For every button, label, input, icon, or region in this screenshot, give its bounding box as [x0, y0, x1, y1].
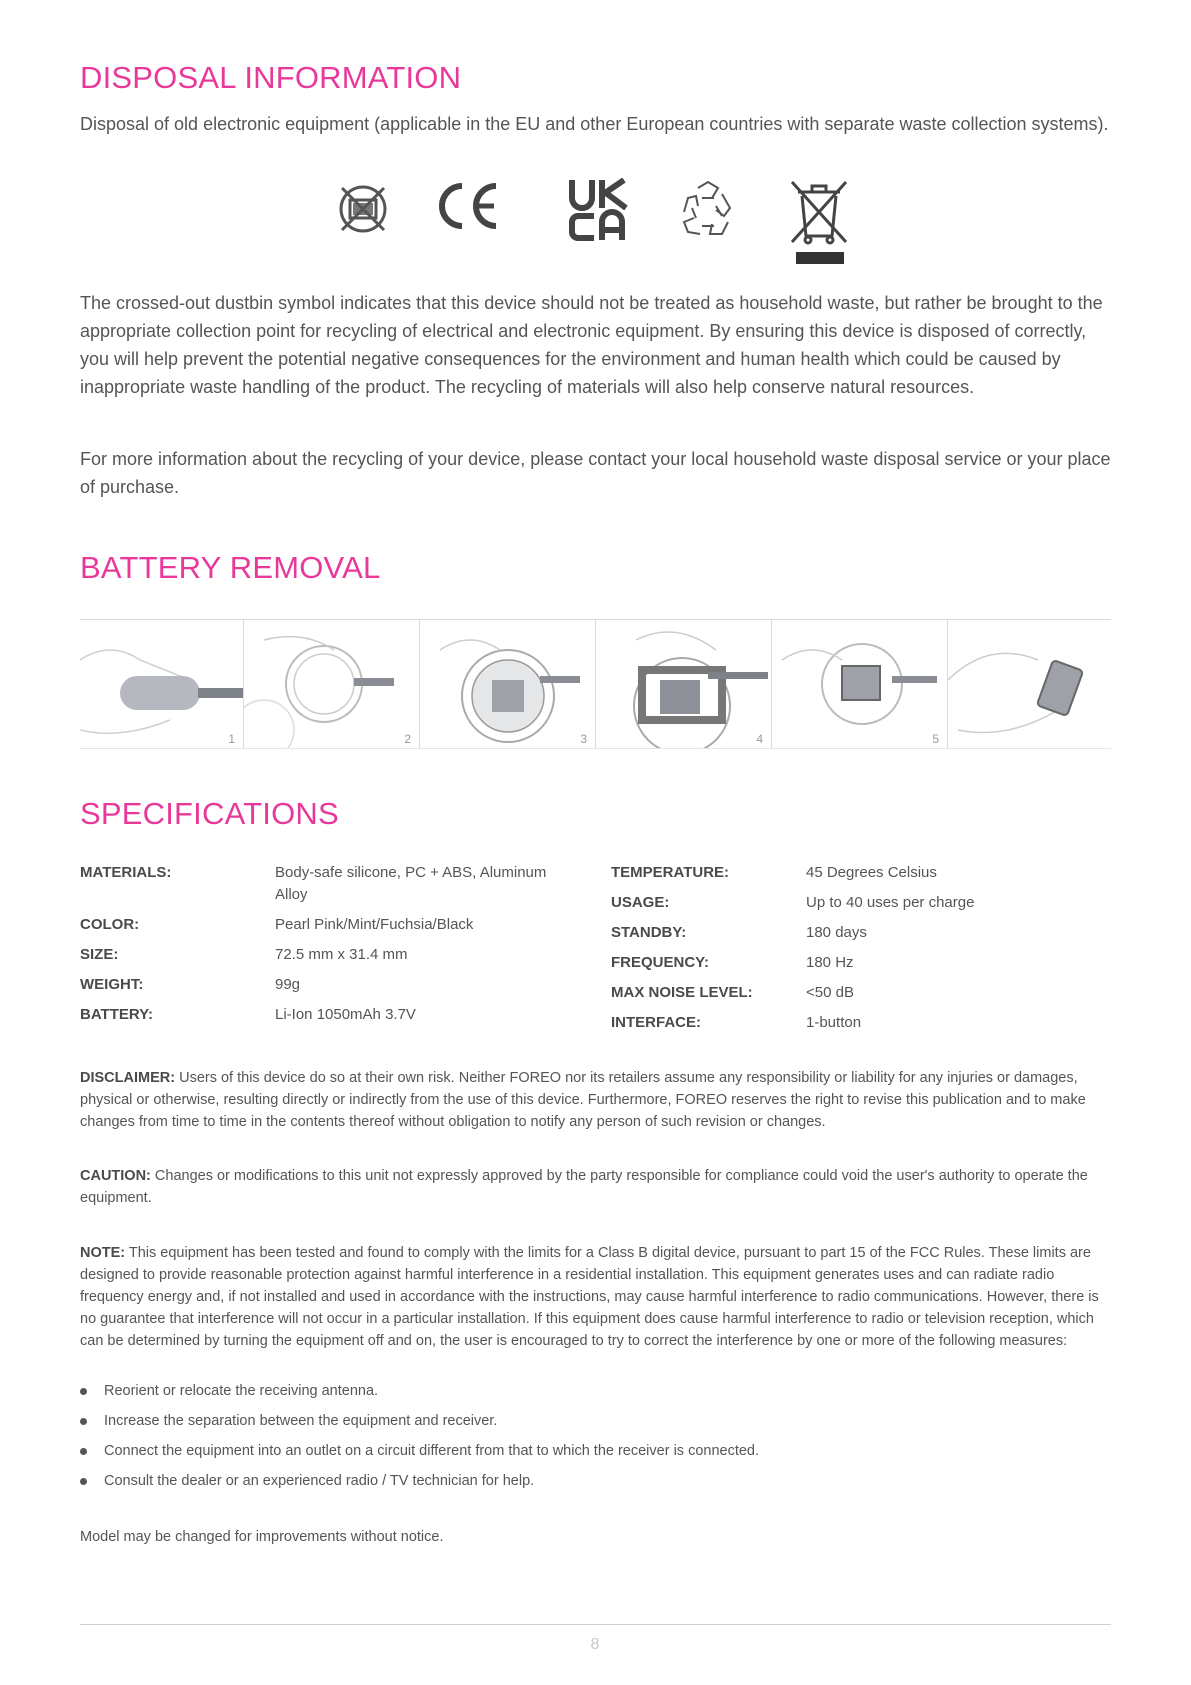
spec-value: Li-Ion 1050mAh 3.7V	[275, 1006, 416, 1023]
spec-value: 1-button	[806, 1014, 862, 1031]
battery-step-6-illustration	[948, 620, 1111, 748]
spec-value: 180 Hz	[806, 954, 854, 971]
prying-battery-illustration	[596, 620, 771, 748]
opening-device-illustration	[244, 620, 419, 748]
ukca-mark-icon	[568, 178, 630, 242]
compliance-icons	[80, 178, 1111, 278]
spec-key: WEIGHT:	[80, 976, 144, 993]
spec-value: Body-safe silicone, PC + ABS, Aluminum Alloy	[275, 864, 547, 903]
model-note: Model may be changed for improvements without notice.	[80, 1529, 444, 1545]
spec-value: <50 dB	[806, 984, 854, 1001]
disclaimer-text: Users of this device do so at their own risk. Neither FOREO nor its retailers assume any responsibility or liability for any injuries or damages, physical or otherwise, resulting directly or indirectly from the use of this device. Furthermore, FOREO reserves the right to revise this publication and to make changes from time to time in the contents thereof without obligation to notify any person of such revision or changes.	[80, 1070, 1086, 1130]
spec-key: MAX NOISE LEVEL:	[611, 984, 753, 1001]
spec-value: 72.5 mm x 31.4 mm	[275, 946, 408, 963]
spec-key: TEMPERATURE:	[611, 864, 730, 881]
spec-value: 99g	[275, 976, 301, 993]
note-label: NOTE:	[80, 1245, 126, 1261]
no-battery-icon	[336, 178, 390, 240]
spec-value: 45 Degrees Celsius	[806, 864, 937, 881]
spec-key: SIZE:	[80, 946, 119, 963]
note-paragraph	[80, 1242, 1111, 1352]
spec-key: STANDBY:	[611, 924, 687, 941]
battery-step-5-illustration	[772, 620, 948, 748]
step-number: 3	[580, 732, 587, 746]
battery-removal-title: BATTERY REMOVAL	[80, 550, 381, 585]
bullet-icon	[80, 1478, 87, 1485]
disposal-paragraph-2: For more information about the recycling of your device, please contact your local household waste disposal service or your place of purchase.	[80, 449, 1111, 497]
disposal-title: DISPOSAL INFORMATION	[80, 60, 462, 95]
caution-text: Changes or modifications to this unit not expressly approved by the party responsible for compliance could void the user's authority to operate the equipment.	[80, 1168, 1088, 1206]
device-in-hand-illustration	[80, 620, 243, 748]
disclaimer-paragraph	[80, 1067, 1111, 1133]
spec-key: FREQUENCY:	[611, 954, 710, 971]
battery-removal-illustrations	[80, 619, 1111, 749]
spec-key: INTERFACE:	[611, 1014, 701, 1031]
caution-paragraph	[80, 1165, 1111, 1209]
spec-key: USAGE:	[611, 894, 670, 911]
specifications-title: SPECIFICATIONS	[80, 796, 339, 831]
disposal-paragraph-1: The crossed-out dustbin symbol indicates that this device should not be treated as household waste, but rather be brought to the appropriate collection point for recycling of electrical and electronic equipment. By ensuring this device is disposed of correctly, you will help prevent the potential negative consequences for the environment and human health which could be caused by inappropriate waste handling of the product. The recycling of materials will also help conserve natural resources.	[80, 293, 1103, 397]
bullet-icon	[80, 1418, 87, 1425]
step-number: 4	[756, 732, 763, 746]
step-number: 5	[932, 732, 939, 746]
spec-value: Up to 40 uses per charge	[806, 894, 975, 911]
specs-left-column	[80, 862, 600, 1032]
bullet-icon	[80, 1388, 87, 1395]
page-number: 8	[590, 1636, 600, 1653]
crossed-bin-icon	[788, 178, 850, 268]
footer-divider	[80, 1624, 1111, 1625]
battery-step-2-illustration	[244, 620, 420, 748]
spec-key: MATERIALS:	[80, 864, 172, 881]
step-number: 1	[228, 732, 235, 746]
disclaimer-label: DISCLAIMER:	[80, 1070, 176, 1086]
battery-step-1-illustration	[80, 620, 244, 748]
spec-key: COLOR:	[80, 916, 140, 933]
spec-value: Pearl Pink/Mint/Fuchsia/Black	[275, 916, 474, 933]
spec-value: 180 days	[806, 924, 867, 941]
circuit-board-illustration	[420, 620, 595, 748]
note-text: This equipment has been tested and found to comply with the limits for a Class B digital device, pursuant to part 15 of the FCC Rules. These limits are designed to provide reasonable protection against harmful interference in a residential installation. This equipment generates uses and can radiate radio frequency energy and, if not installed and used in accordance with the instructions, may cause harmful interference to radio communications. However, there is no guarantee that interference will not occur in a particular installation. If this equipment does cause harmful interference to radio or television reception, which can be determined by turning the equipment off and on, the user is encouraged to try to correct the interference by one or more of the following measures:	[80, 1245, 1099, 1349]
specs-right-column	[611, 862, 1111, 1042]
disposal-intro: Disposal of old electronic equipment (applicable in the EU and other European countries with separate waste collection systems).	[80, 114, 1109, 134]
caution-label: CAUTION:	[80, 1168, 151, 1184]
battery-step-4-illustration	[596, 620, 772, 748]
spec-key: BATTERY:	[80, 1006, 154, 1023]
recycle-icon	[676, 178, 740, 242]
battery-step-3-illustration	[420, 620, 596, 748]
removing-battery-illustration	[772, 620, 947, 748]
step-number: 2	[404, 732, 411, 746]
battery-in-hand-illustration	[948, 620, 1111, 748]
bullet-icon	[80, 1448, 87, 1455]
ce-mark-icon	[432, 178, 502, 234]
